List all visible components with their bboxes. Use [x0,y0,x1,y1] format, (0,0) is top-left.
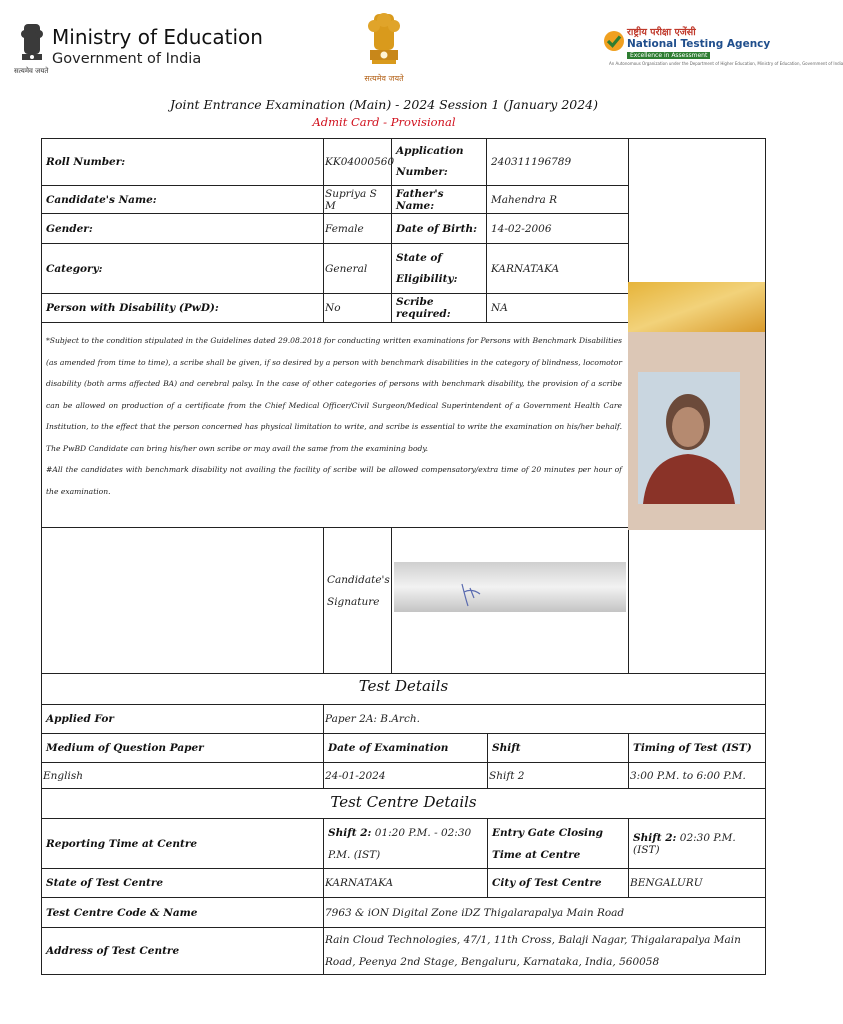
centre-city-value: BENGALURU [630,877,703,889]
gate-closing-label: Entry Gate Closing Time at Centre [492,826,603,861]
signature-label: Candidate's Signature [327,574,390,608]
category-value: General [325,262,368,275]
application-number-label: Application Number: [396,145,464,178]
candidate-name-value: Supriya S M [325,187,377,212]
ministry-subtitle: Government of India [52,51,202,67]
father-name-value: Mahendra R [491,193,557,206]
medium-label: Medium of Question Paper [46,742,204,754]
centre-city-label: City of Test Centre [492,877,602,889]
centre-state-value: KARNATAKA [325,877,394,889]
centre-address-label: Address of Test Centre [46,945,180,957]
national-emblem-icon [16,20,48,68]
pwd-label: Person with Disability (PwD): [46,302,219,314]
gender-value: Female [325,222,364,235]
signature-image [394,562,626,612]
centre-address-value: Rain Cloud Technologies, 47/1, 11th Cross, Balaji Nagar, Thigalarapalya Main Road, Peenya 2nd Stage, Bengaluru, Karnataka, India, 560058 [325,934,741,968]
page-header [0,0,843,95]
document-titles [0,96,768,130]
pwd-guidelines-note [46,330,622,502]
nta-name: National Testing Agency [627,38,771,50]
candidate-photo [628,282,765,530]
nta-logo [603,24,843,74]
roll-number-value: KK04000560 [325,156,395,168]
state-of-eligibility-value: KARNATAKA [491,262,560,275]
nta-tagline: Excellence in Assessment [627,52,710,59]
admit-card-subtitle: Admit Card - Provisional [312,115,456,129]
exam-date-value: 24-01-2024 [325,769,386,782]
centre-state-label: State of Test Centre [46,877,164,889]
applied-for-label: Applied For [46,713,114,725]
nta-check-icon [603,30,625,52]
emblem-motto: सत्यमेव जयते [14,67,49,75]
state-of-eligibility-label: State of Eligibility: [396,251,458,285]
shift-value: Shift 2 [489,769,525,782]
central-emblem-motto: सत्यमेव जयते [364,74,404,83]
gender-label: Gender: [46,222,93,235]
scribe-required-label: Scribe required: [396,296,451,320]
timing-value: 3:00 P.M. to 6:00 P.M. [630,769,746,782]
central-emblem [362,8,406,88]
test-details-heading: Test Details [358,677,449,695]
gate-closing-time [629,819,765,868]
category-label: Category: [46,262,103,275]
reporting-time-value: 01:20 P.M. - 02:30 P.M. (IST) [328,826,472,861]
exam-title: Joint Entrance Examination (Main) - 2024 Session 1 (January 2024) [169,97,599,112]
dob-label: Date of Birth: [396,222,478,235]
golden-emblem-icon [362,8,406,72]
nta-fine-print: An Autonomous Organization under the Department of Higher Education, Ministry of Education, Government of India [609,61,843,66]
pwd-value: No [325,302,341,314]
reporting-shift-label: Shift 2: [328,826,372,839]
father-name-label: Father's Name: [396,187,444,212]
ministry-title: Ministry of Education [52,25,263,49]
exam-date-label: Date of Examination [328,742,449,754]
candidate-photo-image [628,282,765,530]
centre-code-value: 7963 & iON Digital Zone iDZ Thigalarapalya Main Road [325,906,625,919]
roll-number-label: Roll Number: [46,156,126,168]
pwd-note-paragraph-2: #All the candidates with benchmark disability not availing the facility of scribe will be allowed compensatory/extra time of 20 minutes per hour of the examination. [46,465,622,496]
dob-value: 14-02-2006 [491,222,552,235]
application-number-value: 240311196789 [491,156,572,168]
candidate-signature [394,562,626,612]
ministry-of-education-logo [14,20,263,80]
reporting-time [324,819,487,868]
candidate-name-label: Candidate's Name: [46,193,157,206]
gate-closing-value: 02:30 P.M.(IST) [633,831,736,856]
nta-hindi-name: राष्ट्रीय परीक्षा एजेंसी [627,27,696,38]
scribe-required-value: NA [491,302,508,314]
test-centre-details-heading: Test Centre Details [330,793,477,811]
medium-value: English [43,769,84,782]
gate-shift-label: Shift 2: [633,831,677,844]
applied-for-value: Paper 2A: B.Arch. [325,713,420,725]
timing-label: Timing of Test (IST) [633,742,752,754]
shift-label: Shift [492,742,521,754]
centre-code-label: Test Centre Code & Name [46,906,198,919]
reporting-time-label: Reporting Time at Centre [46,837,198,850]
pwd-note-paragraph-1: *Subject to the condition stipulated in the Guidelines dated 29.08.2018 for conducting written examinations for Persons with Benchmark Disabilities (as amended from time to time), a scribe shall be given, if so desired by a person with benchmark disabilities in the category of blindness, locomotor disability (both arms affected BA) and cerebral palsy. In the case of other categories of persons with benchmark disability, the provision of a scribe can be allowed on production of a certificate from the Chief Medical Officer/Civil Surgeon/Medical Superintendent of a Government Health Care Institution, to the effect that the person concerned has physical limitation to write, and scribe is essential to write the examination on his/her behalf. The PwBD Candidate can bring his/her own scribe or may avail the same from the examining body. [46,336,622,453]
